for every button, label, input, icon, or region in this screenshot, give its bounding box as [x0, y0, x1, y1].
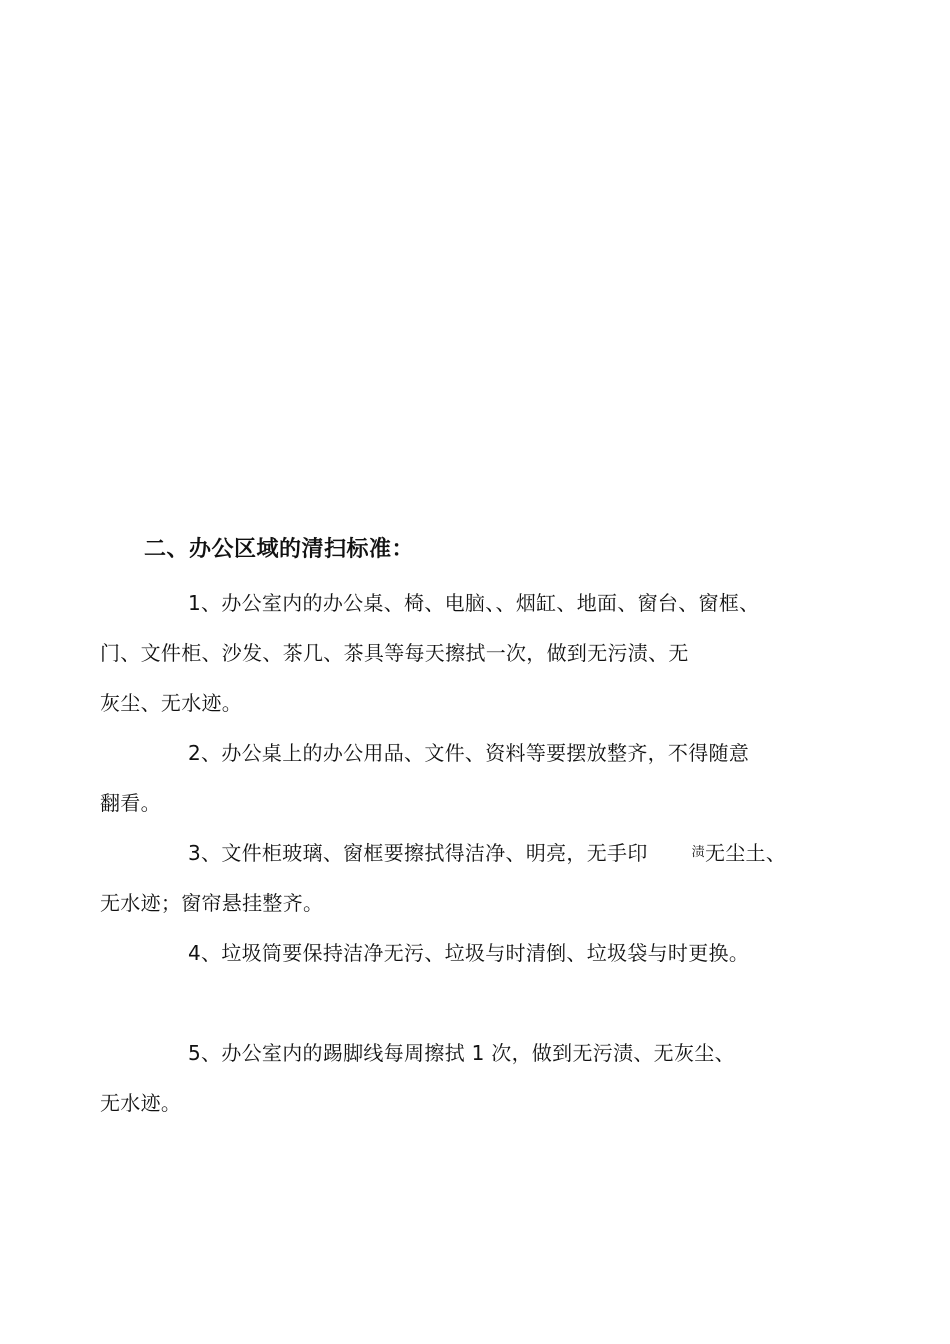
small-mark-glyph: 渍 — [691, 845, 705, 860]
item-2 — [100, 728, 824, 828]
item-1-line-3: 灰尘、无水迹。 — [100, 691, 243, 715]
item-1-line-1: 1、办公室内的办公桌、椅、电脑、、烟缸、地面、窗台、窗框、 — [188, 591, 760, 615]
item-3 — [100, 828, 824, 928]
item-1 — [100, 578, 824, 728]
item-3-line-2: 无水迹；窗帘悬挂整齐。 — [100, 891, 324, 915]
item-4-line-1: 4、垃圾筒要保持洁净无污、垃圾与时清倒、垃圾袋与时更换。 — [188, 941, 750, 965]
item-3-line-1a: 3、文件柜玻璃、窗框要擦拭得洁净、明亮，无手印 — [188, 841, 648, 865]
item-4 — [144, 928, 824, 978]
item-2-line-1: 2、办公桌上的办公用品、文件、资料等要摆放整齐，不得随意 — [188, 741, 750, 765]
item-3-line-1b: 无尘土、 — [704, 841, 787, 865]
item-1-line-2: 门、文件柜、沙发、茶几、茶具等每天擦拭一次，做到无污渍、无 — [100, 641, 689, 665]
item-5-line-2: 无水迹。 — [100, 1091, 182, 1115]
document-content — [100, 528, 824, 1128]
item-5 — [100, 1028, 824, 1128]
section-heading: 二、办公区域的清扫标准： — [144, 537, 415, 562]
item-5-line-1: 5、办公室内的踢脚线每周擦拭 1 次，做到无污渍、无灰尘、 — [188, 1041, 735, 1065]
item-2-line-2: 翻看。 — [100, 791, 161, 815]
